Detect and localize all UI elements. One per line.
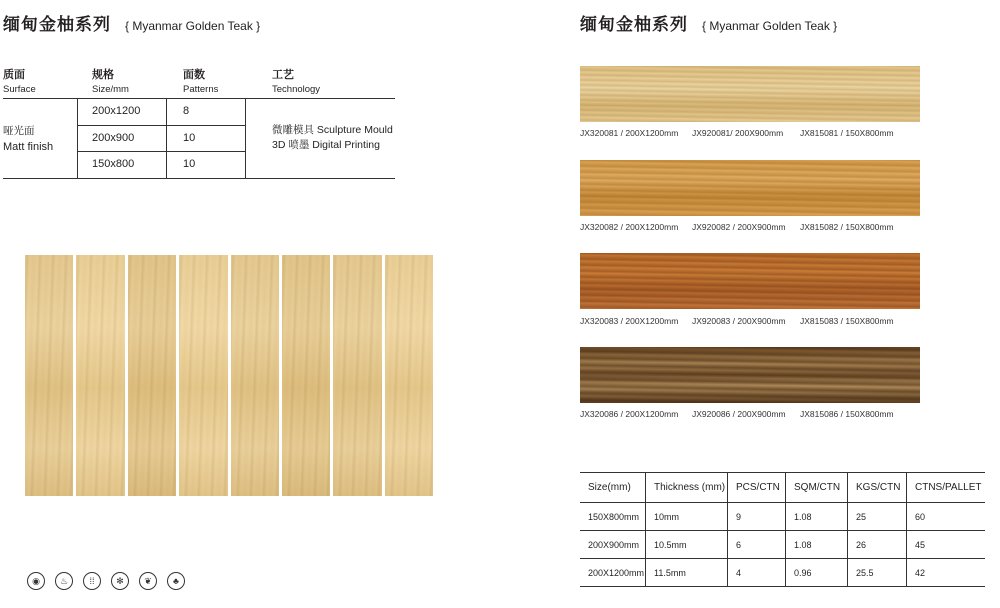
table-cell: 60 (907, 503, 986, 531)
grid-icon: ⁞⁞ (83, 572, 101, 590)
tile-code: JX920081/ 200X900mm (692, 128, 784, 138)
table-cell: 11.5mm (646, 559, 728, 587)
right-page-title (580, 10, 837, 35)
column-header: KGS/CTN (848, 473, 907, 503)
header-patterns-en: Patterns (183, 84, 219, 95)
table-cell: 0.96 (786, 559, 848, 587)
table-cell: 200X1200mm (580, 559, 646, 587)
divider (77, 151, 245, 152)
wood-plank-image (25, 255, 433, 496)
header-surface-en: Surface (3, 84, 36, 95)
table-header-row (580, 473, 985, 503)
table-cell: 150X800mm (580, 503, 646, 531)
table-cell: 4 (728, 559, 786, 587)
column-header: PCS/CTN (728, 473, 786, 503)
tile-code: JX815083 / 150X800mm (800, 316, 894, 326)
header-size-zh: 规格 (92, 68, 114, 81)
header-patterns (183, 66, 218, 95)
table-cell: 9 (728, 503, 786, 531)
left-page-title (3, 10, 260, 35)
tile-swatch-081 (580, 66, 920, 122)
patterns-cell: 8 (183, 105, 190, 117)
wood-plank (25, 255, 73, 496)
feature-icons (27, 572, 185, 590)
table-cell: 25 (848, 503, 907, 531)
tile-code: JX320082 / 200X1200mm (580, 222, 679, 232)
column-header: SQM/CTN (786, 473, 848, 503)
patterns-cell: 10 (183, 158, 196, 170)
column-header: CTNS/PALLET (907, 473, 986, 503)
technology-cell (272, 123, 393, 153)
leaf-icon: ❦ (139, 572, 157, 590)
tile-code: JX815081 / 150X800mm (800, 128, 894, 138)
header-technology-en: Technology (272, 84, 321, 95)
header-surface-zh: 质面 (3, 68, 25, 81)
tile-swatch-086 (580, 347, 920, 403)
tile-code: JX320086 / 200X1200mm (580, 409, 679, 419)
table-cell: 1.08 (786, 531, 848, 559)
table-cell: 200X900mm (580, 531, 646, 559)
surface-en: Matt finish (3, 141, 54, 153)
tile-code: JX320083 / 200X1200mm (580, 316, 679, 326)
tile-code: JX320081 / 200X1200mm (580, 128, 679, 138)
patterns-cell: 10 (183, 132, 196, 144)
technology-line: 微雕模具 Sculpture Mould (272, 124, 393, 136)
spec-table-body (3, 99, 395, 179)
packing-table (580, 472, 985, 587)
header-patterns-zh: 面数 (183, 68, 205, 81)
table-cell: 6 (728, 531, 786, 559)
header-surface (3, 66, 36, 95)
tile-code: JX920083 / 200X900mm (692, 316, 786, 326)
table-cell: 1.08 (786, 503, 848, 531)
tree-icon: ♣ (167, 572, 185, 590)
table-row (580, 559, 985, 587)
column-header: Size(mm) (580, 473, 646, 503)
header-technology-zh: 工艺 (272, 68, 294, 81)
spec-table (3, 64, 395, 179)
header-size-en: Size/mm (92, 84, 129, 95)
wood-plank (128, 255, 176, 496)
wood-plank (385, 255, 433, 496)
table-cell: 26 (848, 531, 907, 559)
table-cell: 25.5 (848, 559, 907, 587)
divider (166, 99, 167, 178)
fire-icon: ♨ (55, 572, 73, 590)
right-title-en: { Myanmar Golden Teak } (702, 19, 838, 33)
surface-cell (3, 123, 53, 153)
table-cell: 42 (907, 559, 986, 587)
divider (77, 125, 245, 126)
header-size (92, 66, 129, 95)
size-cell: 200x1200 (92, 105, 141, 117)
surface-zh: 哑光面 (3, 125, 35, 137)
table-row (580, 503, 985, 531)
table-cell: 45 (907, 531, 986, 559)
divider (245, 99, 246, 178)
tile-swatch-082 (580, 160, 920, 216)
column-header: Thickness (mm) (646, 473, 728, 503)
table-row (580, 531, 985, 559)
spec-table-header (3, 64, 395, 99)
left-title-en: { Myanmar Golden Teak } (125, 19, 261, 33)
technology-line: 3D 喷墨 Digital Printing (272, 139, 380, 151)
divider (77, 99, 78, 178)
wood-plank (76, 255, 124, 496)
size-cell: 200x900 (92, 132, 135, 144)
table-cell: 10.5mm (646, 531, 728, 559)
snowflake-icon: ✻ (111, 572, 129, 590)
size-cell: 150x800 (92, 158, 135, 170)
header-technology (272, 66, 320, 95)
tile-code: JX920086 / 200X900mm (692, 409, 786, 419)
left-title-zh: 缅甸金柚系列 (3, 15, 111, 35)
right-title-zh: 缅甸金柚系列 (580, 15, 688, 35)
table-cell: 10mm (646, 503, 728, 531)
wood-plank (231, 255, 279, 496)
wood-plank (282, 255, 330, 496)
tile-code: JX815082 / 150X800mm (800, 222, 894, 232)
tile-code: JX920082 / 200X900mm (692, 222, 786, 232)
tile-swatch-083 (580, 253, 920, 309)
globe-icon: ◉ (27, 572, 45, 590)
tile-code: JX815086 / 150X800mm (800, 409, 894, 419)
wood-plank (179, 255, 227, 496)
wood-plank (333, 255, 381, 496)
